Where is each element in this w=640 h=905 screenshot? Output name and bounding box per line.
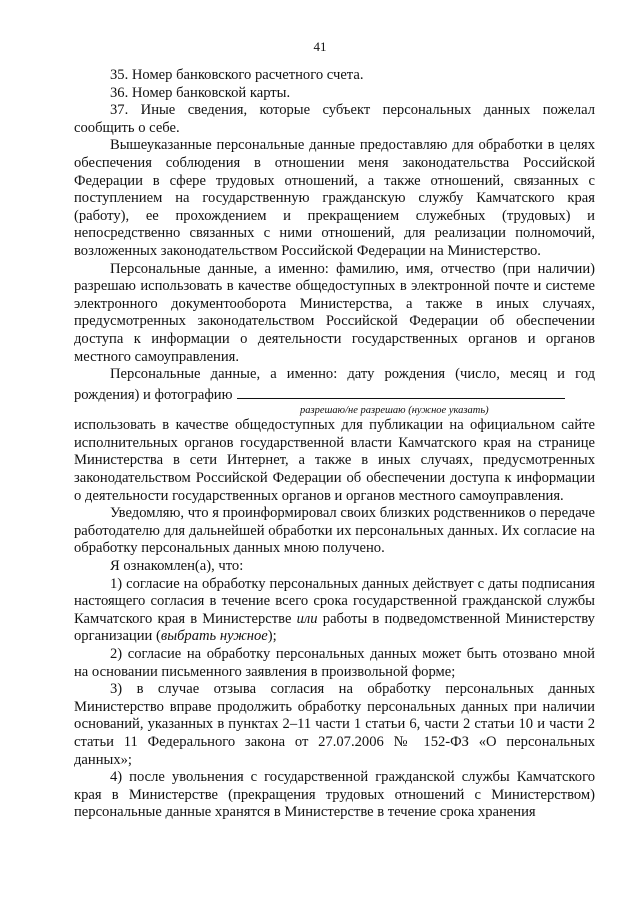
permission-fill-line	[237, 384, 565, 399]
list-item-36: 36. Номер банковской карты.	[110, 84, 291, 101]
paragraph-birth-continuation: использовать в качестве общедоступных для публикации на официальном сайте исполнительных органов государственной власти Камчатского края на странице Министерства в сети Интернет, а также в иных случаях, предусмотренных законодательством Российской Федерации об обеспечении доступа к информации о деятельности государственных органов и органов местного самоуправления.	[74, 417, 595, 504]
paragraph-purpose: Вышеуказанные персональные данные предоставляю для обработки в целях обеспечения соблюдения в отношении меня законодательства Российской Федерации в сфере трудовых отношений, а также отношений, связанных с поступлением на государственную гражданскую службу Камчатского края (работу), ее прохождением и прекращением служебных (трудовых) и непосредственно связанных с ними отношений, для реализации полномочий, возложенных законодательством Российской Федерации на Министерство.	[74, 137, 595, 259]
point-2: 2) согласие на обработку персональных данных может быть отозвано мной на основании письменного заявления в произвольной форме;	[74, 646, 595, 680]
point-1-text: 1) согласие на обработку персональных данных действует с даты подписания настоящего согласия в течение всего срока государственной гражданской службы Камчатского края в Министерстве	[74, 575, 595, 627]
point-3: 3) в случае отзыва согласия на обработку персональных данных Министерство вправе продолжить обработку персональных данных при наличии оснований, указанных в пунктах 2–11 части 1 статьи 6, части 2 статьи 10 и части 2 статьи 11 Федерального закона от 27.07.2006 № 152-ФЗ «О персональных данных»;	[74, 681, 595, 768]
page-number: 41	[313, 39, 327, 54]
permission-hint: разрешаю/не разрешаю (нужное указать)	[300, 405, 489, 417]
point-1-mid: работы в подведомственной Министерству организации (	[74, 610, 595, 645]
acknowledgement-intro: Я ознакомлен(а), что:	[110, 558, 244, 575]
point-1-end: );	[267, 628, 277, 645]
document-body	[74, 67, 595, 822]
point-1-or: или	[296, 610, 318, 627]
point-1-choose: выбрать нужное	[160, 628, 268, 645]
list-item-35: 35. Номер банковского расчетного счета.	[110, 67, 364, 83]
paragraph-notification: Уведомляю, что я проинформировал своих близких родственников о передаче работодателю для дальнейшей обработки их персональных данных. Их согласие на обработку персональных данных мною получено.	[74, 505, 595, 557]
list-item-37: 37. Иные сведения, которые субъект персональных данных пожелал сообщить о себе.	[74, 102, 595, 136]
paragraph-birth-text: Персональные данные, а именно: дату рождения (число, месяц и год рождения) и фотографию	[74, 366, 595, 403]
point-4: 4) после увольнения с государственной гражданской службы Камчатского края в Министерстве (прекращения трудовых отношений с Министерством) персональные данные хранятся в Министерстве в течение срока хранения	[74, 769, 595, 821]
paragraph-public-data: Персональные данные, а именно: фамилию, имя, отчество (при наличии) разрешаю использовать в качестве общедоступных в электронной почте и системе электронного документооборота Министерства, а также в иных случаях, предусмотренных законодательством Российской Федерации об обеспечении доступа к информации о деятельности государственных органов и органов местного самоуправления.	[74, 260, 595, 365]
paragraph-birth-photo	[74, 366, 595, 404]
point-1	[74, 576, 595, 646]
